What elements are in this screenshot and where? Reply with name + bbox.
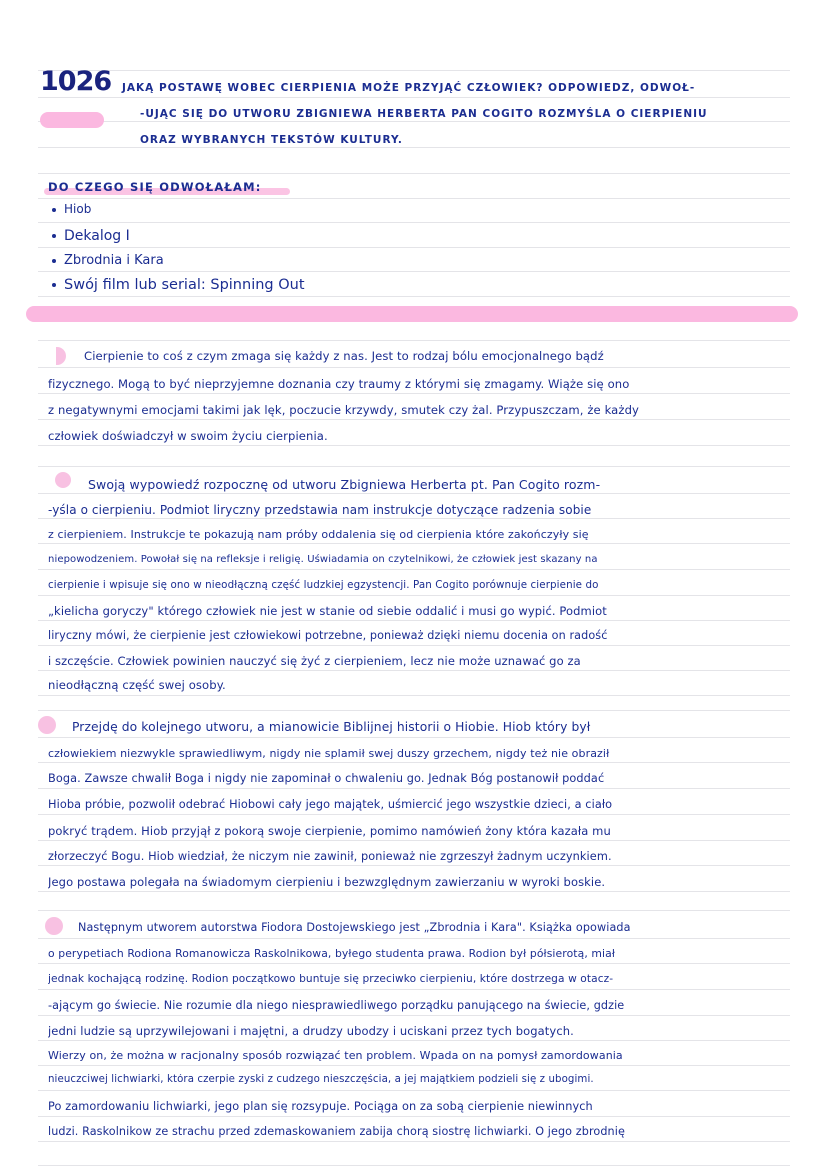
paragraph-line: o perypetiach Rodiona Romanowicza Raskolnikowa, byłego studenta prawa. Rodion był półsierotą, miał <box>48 947 615 960</box>
pink-highlight-mark <box>40 112 104 128</box>
paragraph-line: jedni ludzie są uprzywilejowani i majętni, a drudzy ubodzy i uciskani przez tych bogatych. <box>48 1024 574 1038</box>
paragraph-line: Wierzy on, że można w racjonalny sposób rozwiązać ten problem. Wpada on na pomysł zamordowania <box>48 1049 623 1062</box>
rule-line <box>38 121 790 122</box>
rule-line <box>38 173 790 174</box>
paragraph-line: -ającym go świecie. Nie rozumie dla niego niesprawiedliwego porządku panującego na świecie, gdzie <box>48 999 625 1012</box>
paragraph-line: pokryć trądem. Hiob przyjął z pokorą swoje cierpienie, pomimo namówień żony która kazała mu <box>48 824 611 838</box>
rule-line <box>38 1040 790 1041</box>
rule-line <box>38 814 790 815</box>
paragraph-line: Cierpienie to coś z czym zmaga się każdy z nas. Jest to rodzaj bólu emocjonalnego bądź <box>84 349 604 363</box>
paragraph-line: Boga. Zawsze chwalił Boga i nigdy nie zapominał o chwaleniu go. Jednak Bóg postanowił poddać <box>48 772 605 785</box>
rule-line <box>38 1090 790 1091</box>
rule-line <box>38 1015 790 1016</box>
rule-line <box>38 645 790 646</box>
rule-line <box>38 788 790 789</box>
rule-line <box>38 70 790 71</box>
paragraph-line: ludzi. Raskolnikow ze strachu przed zdemaskowaniem zabija chorą siostrę lichwiarki. O jego zbrodnię <box>48 1125 625 1138</box>
paragraph-line: Po zamordowaniu lichwiarki, jego plan się rozsypuje. Pociąga on za sobą cierpienie niewinnych <box>48 1100 593 1113</box>
paragraph-line: Hioba próbie, pozwolił odebrać Hiobowi cały jego majątek, uśmiercić jego wszystkie dzieci, a ciało <box>48 798 613 811</box>
rule-line <box>38 1165 790 1166</box>
question-line: -UJĄC SIĘ DO UTWORU ZBIGNIEWA HERBERTA PAN COGITO ROZMYŚLA O CIERPIENIU <box>140 108 708 120</box>
rule-line <box>38 445 790 446</box>
rule-line <box>38 670 790 671</box>
rule-line <box>38 419 790 420</box>
rule-line <box>38 910 790 911</box>
paragraph-marker <box>56 347 66 365</box>
rule-line <box>38 1065 790 1066</box>
rule-line <box>38 695 790 696</box>
rule-line <box>38 493 790 494</box>
rule-line <box>38 296 790 297</box>
rule-line <box>38 247 790 248</box>
task-number: 1026 <box>40 66 112 97</box>
reference-item: Dekalog I <box>52 228 130 244</box>
rule-line <box>38 865 790 866</box>
rule-line <box>38 271 790 272</box>
paragraph-line: Przejdę do kolejnego utworu, a mianowicie Biblijnej historii o Hiobie. Hiob który był <box>72 720 591 734</box>
rule-line <box>38 569 790 570</box>
rule-line <box>38 620 790 621</box>
paragraph-line: jednak kochającą rodzinę. Rodion początkowo buntuje się przeciwko cierpieniu, które dostrzega w otacz- <box>48 973 614 985</box>
rule-line <box>38 543 790 544</box>
reference-item: Zbrodnia i Kara <box>52 253 164 268</box>
references-heading: DO CZEGO SIĘ ODWOŁAŁAM: <box>48 180 262 194</box>
paragraph-line: z cierpieniem. Instrukcje te pokazują nam próby oddalenia się od cierpienia które zakończyły się <box>48 528 589 541</box>
bullet-icon <box>52 234 56 238</box>
paragraph-line: nieodłączną część swej osoby. <box>48 678 226 692</box>
reference-item: Swój film lub serial: Spinning Out <box>52 277 305 293</box>
paragraph-line: Następnym utworem autorstwa Fiodora Dostojewskiego jest „Zbrodnia i Kara". Książka opowiada <box>78 921 631 934</box>
paragraph-line: człowiekiem niezwykle sprawiedliwym, nigdy nie splamił swej duszy grzechem, nigdy też nie obraził <box>48 747 610 760</box>
rule-line <box>38 367 790 368</box>
paragraph-marker <box>55 472 71 488</box>
bullet-icon <box>52 283 56 287</box>
paragraph-line: człowiek doświadczył w swoim życiu cierpienia. <box>48 429 328 443</box>
rule-line <box>38 595 790 596</box>
paragraph-marker <box>38 716 56 734</box>
rule-line <box>38 340 790 341</box>
rule-line <box>38 393 790 394</box>
rule-line <box>38 1141 790 1142</box>
rule-line <box>38 963 790 964</box>
rule-line <box>38 466 790 467</box>
question-line: ORAZ WYBRANYCH TEKSTÓW KULTURY. <box>140 134 403 146</box>
paragraph-line: Jego postawa polegała na świadomym cierpieniu i bezwzględnym zawierzaniu w wyroki boskie. <box>48 875 606 889</box>
bullet-icon <box>52 208 56 212</box>
paragraph-line: złorzeczyć Bogu. Hiob wiedział, że niczym nie zawinił, ponieważ nie zgrzeszył żadnym uczynkiem. <box>48 850 612 863</box>
rule-line <box>38 222 790 223</box>
paragraph-line: z negatywnymi emocjami takimi jak lęk, poczucie krzywdy, smutek czy żal. Przypuszczam, że każdy <box>48 403 639 417</box>
rule-line <box>38 1116 790 1117</box>
paragraph-line: nieuczciwej lichwiarki, która czerpie zyski z cudzego nieszczęścia, a jej majątkiem podzieli się z ubogimi. <box>48 1074 594 1085</box>
paragraph-line: cierpienie i wpisuje się ono w nieodłączną część ludzkiej egzystencji. Pan Cogito porównuje cierpienie do <box>48 579 599 591</box>
rule-line <box>38 710 790 711</box>
paragraph-line: „kielicha goryczy" którego człowiek nie jest w stanie od siebie oddalić i musi go wypić. Podmiot <box>48 604 607 618</box>
section-divider <box>26 306 798 322</box>
rule-line <box>38 840 790 841</box>
rule-line <box>38 737 790 738</box>
bullet-icon <box>52 259 56 263</box>
rule-line <box>38 891 790 892</box>
rule-line <box>38 989 790 990</box>
rule-line <box>38 938 790 939</box>
rule-line <box>38 518 790 519</box>
rule-line <box>38 97 790 98</box>
paragraph-line: liryczny mówi, że cierpienie jest człowiekowi potrzebne, ponieważ dzięki niemu docenia on radość <box>48 629 608 642</box>
rule-line <box>38 762 790 763</box>
paragraph-line: Swoją wypowiedź rozpocznę od utworu Zbigniewa Herberta pt. Pan Cogito rozm- <box>88 477 601 492</box>
paragraph-line: fizycznego. Mogą to być nieprzyjemne doznania czy traumy z którymi się zmagamy. Wiąże się ono <box>48 377 630 391</box>
paragraph-line: i szczęście. Człowiek powinien nauczyć się żyć z cierpieniem, lecz nie może uznawać go za <box>48 654 581 668</box>
reference-item: Hiob <box>52 202 91 216</box>
paragraph-line: -yśla o cierpieniu. Podmiot liryczny przedstawia nam instrukcje dotyczące radzenia sobie <box>48 503 592 517</box>
paragraph-line: niepowodzeniem. Powołał się na refleksje i religię. Uświadamia on czytelnikowi, że człowiek jest skazany na <box>48 554 598 565</box>
rule-line <box>38 147 790 148</box>
rule-line <box>38 198 790 199</box>
paragraph-marker <box>45 917 63 935</box>
question-line: JAKĄ POSTAWĘ WOBEC CIERPIENIA MOŻE PRZYJĄĆ CZŁOWIEK? ODPOWIEDZ, ODWOŁ- <box>122 82 696 94</box>
